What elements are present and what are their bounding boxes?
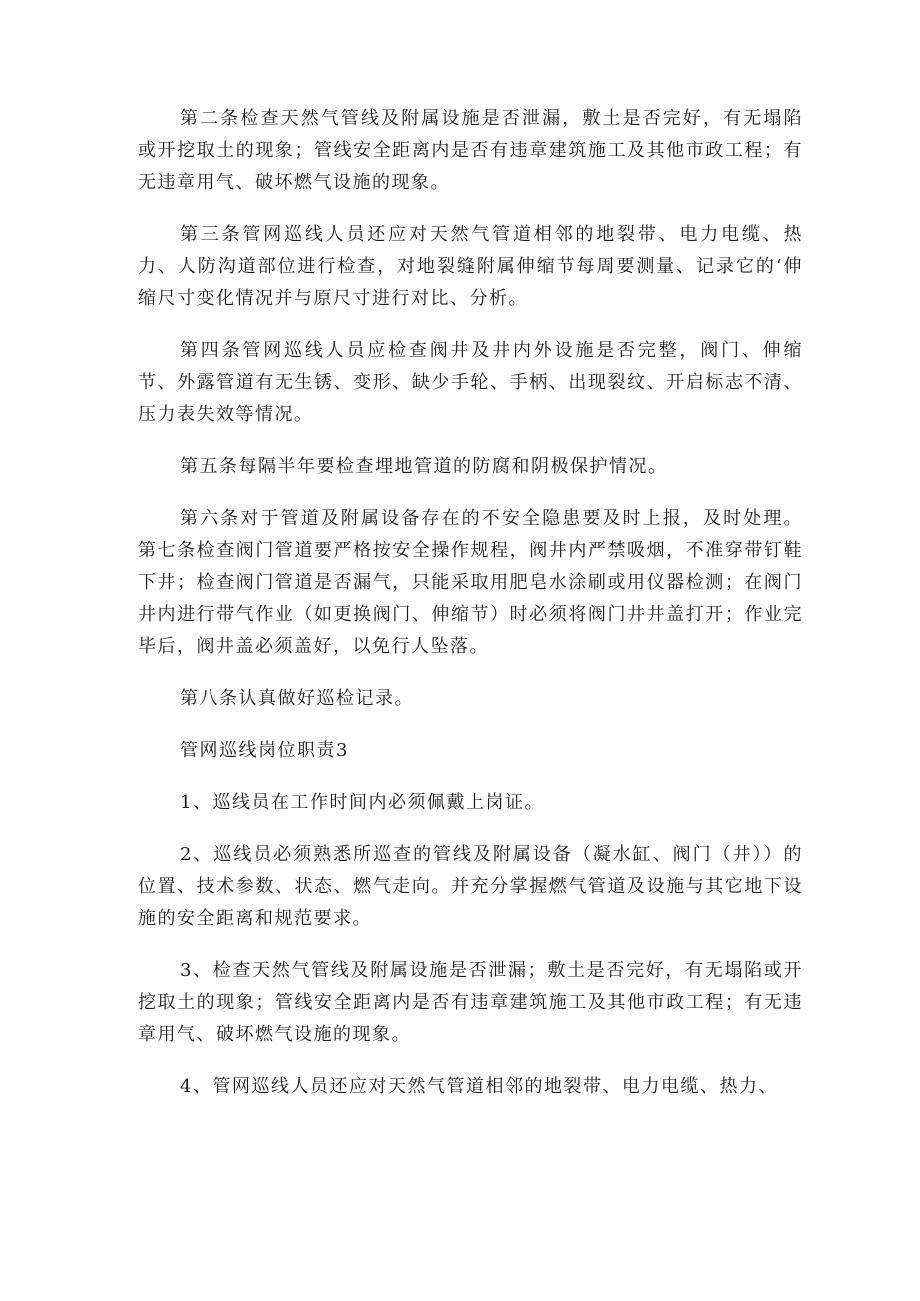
paragraph-article-6-7: 第六条对于管道及附属设备存在的不安全隐患要及时上报，及时处理。第七条检查阀门管道要严格按安全操作规程，阀井内严禁吸烟，不准穿带钉鞋下井；检查阀门管道是否漏气，只能采取用肥皂水涂刷或用仪器检测；在阀门井内进行带气作业（如更换阀门、伸缩节）时必须将阀门井井盖打开；作业完毕后，阀井盖必须盖好，以免行人坠落。 <box>138 508 803 657</box>
paragraph-article-8: 第八条认真做好巡检记录。 <box>180 688 414 709</box>
paragraph-article-3: 第三条管网巡线人员还应对天然气管道相邻的地裂带、电力电缆、热力、人防沟道部位进行检查，对地裂缝附属伸缩节每周要测量、记录它的‘伸缩尺寸变化情况并与原尺寸进行对比、分析。 <box>138 224 803 309</box>
section-heading: 管网巡线岗位职责3 <box>180 740 349 761</box>
duty-item-2: 2、巡线员必须熟悉所巡查的管线及附属设备（凝水缸、阀门（井））的位置、技术参数、状态、燃气走向。并充分掌握燃气管道及设施与其它地下设施的安全距离和规范要求。 <box>138 844 803 929</box>
duty-item-4: 4、管网巡线人员还应对天然气管道相邻的地裂带、电力电缆、热力、 <box>180 1076 778 1097</box>
duty-item-1: 1、巡线员在工作时间内必须佩戴上岗证。 <box>180 792 544 813</box>
paragraph-article-2: 第二条检查天然气管线及附属设施是否泄漏，敷土是否完好，有无塌陷或开挖取土的现象；管线安全距离内是否有违章建筑施工及其他市政工程；有无违章用气、破坏燃气设施的现象。 <box>138 108 803 193</box>
paragraph-article-4: 第四条管网巡线人员应检查阀井及井内外设施是否完整，阀门、伸缩节、外露管道有无生锈、变形、缺少手轮、手柄、出现裂纹、开启标志不清、压力表失效等情况。 <box>138 340 803 425</box>
document-body <box>138 103 803 1103</box>
duty-item-3: 3、检查天然气管线及附属设施是否泄漏；敷土是否完好，有无塌陷或开挖取土的现象；管线安全距离内是否有违章建筑施工及其他市政工程；有无违章用气、破坏燃气设施的现象。 <box>138 960 803 1045</box>
paragraph-article-5: 第五条每隔半年要检查埋地管道的防腐和阴极保护情况。 <box>180 456 668 477</box>
